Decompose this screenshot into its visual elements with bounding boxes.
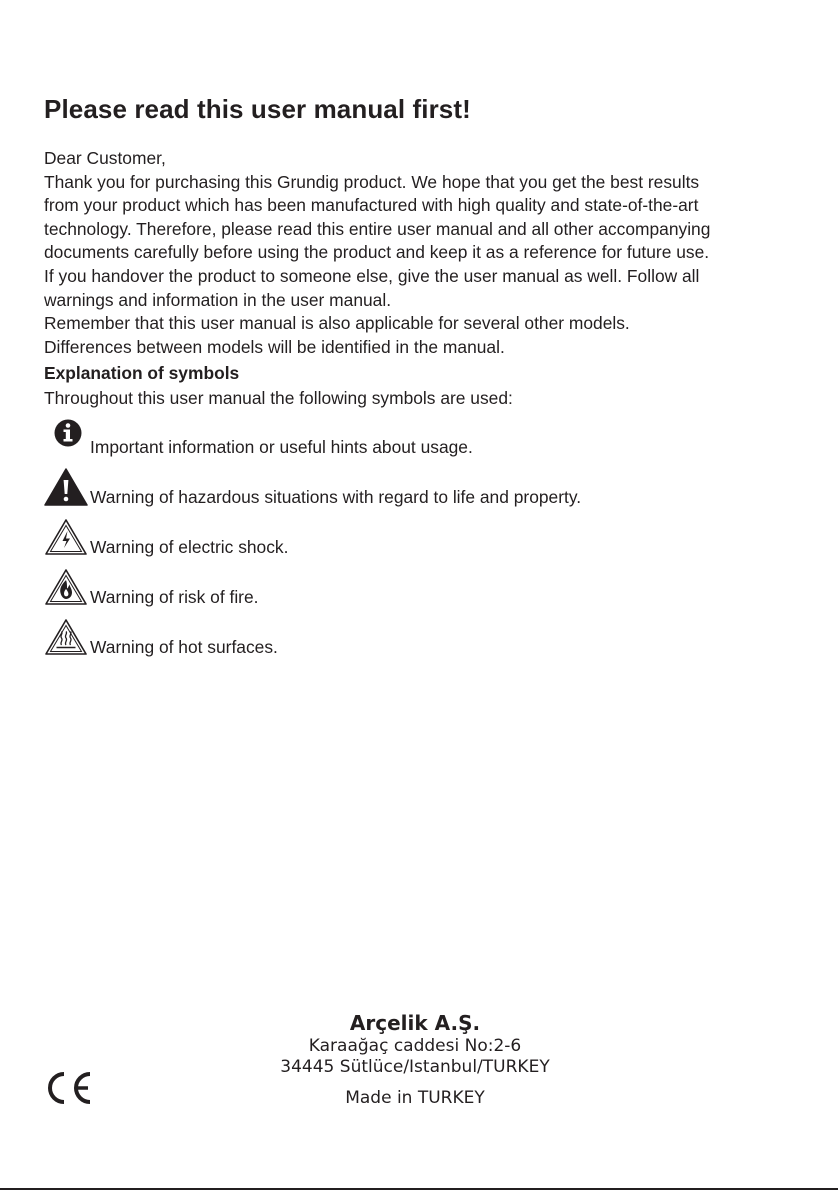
symbol-row-info: [44, 418, 744, 458]
intro-line: Dear Customer,: [44, 148, 166, 168]
symbol-row-warning: [44, 468, 744, 508]
intro-line: Thank you for purchasing this Grundig product. We hope that you get the best results: [44, 171, 700, 192]
intro-line: documents carefully before using the product and keep it as a reference for future use.: [44, 242, 710, 263]
company-name: Arçelik A.Ş.: [349, 1011, 481, 1035]
intro-line: Remember that this user manual is also applicable for several other models.: [44, 313, 630, 334]
symbol-text: Warning of risk of fire.: [90, 587, 259, 607]
hot-surface-icon: [44, 618, 88, 658]
intro-line: Differences between models will be identified in the manual.: [44, 336, 505, 357]
info-icon: [44, 418, 88, 458]
page-title: Please read this user manual first!: [44, 94, 471, 124]
address-line: 34445 Sütlüce/Istanbul/TURKEY: [280, 1057, 550, 1077]
symbol-text: Warning of hazardous situations with regard to life and property.: [90, 487, 582, 507]
electric-shock-icon: [44, 518, 88, 558]
symbol-row-hot-surface: [44, 618, 744, 658]
symbol-text: Warning of hot surfaces.: [90, 637, 278, 657]
intro-text: [44, 147, 804, 359]
address-line: Karaağaç caddesi No:2-6: [308, 1036, 522, 1056]
bottom-rule: [0, 1188, 838, 1190]
fire-icon: [44, 568, 88, 608]
warning-icon: [44, 468, 88, 508]
manufacturer-address: [200, 1010, 630, 1109]
ce-mark-logo: [44, 1070, 94, 1106]
symbol-text: Warning of electric shock.: [90, 537, 289, 557]
made-in-text: Made in TURKEY: [345, 1088, 485, 1108]
intro-line: from your product which has been manufactured with high quality and state-of-the-art: [44, 195, 699, 216]
symbols-lead: Throughout this user manual the following symbols are used:: [44, 388, 513, 408]
symbol-text: Important information or useful hints about usage.: [90, 437, 473, 457]
symbols-heading: Explanation of symbols: [44, 363, 240, 383]
symbol-row-fire: [44, 568, 744, 608]
intro-line: If you handover the product to someone else, give the user manual as well. Follow all: [44, 265, 700, 286]
intro-line: technology. Therefore, please read this entire user manual and all other accompanying: [44, 218, 711, 239]
intro-line: warnings and information in the user manual.: [44, 289, 392, 310]
symbol-row-electric: [44, 518, 744, 558]
